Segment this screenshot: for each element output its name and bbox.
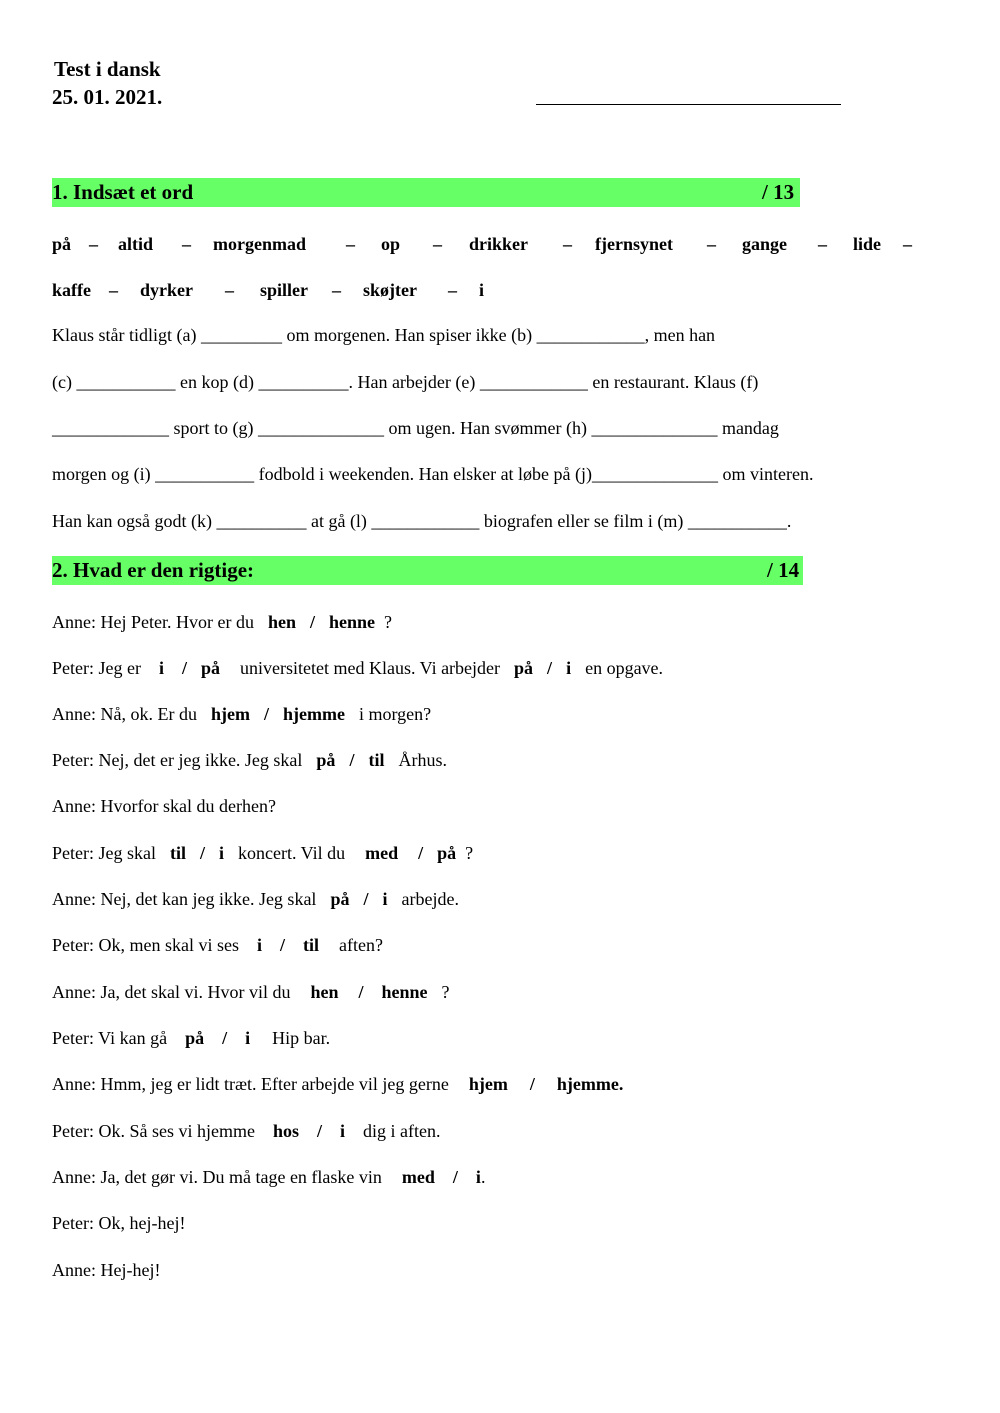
choice-option[interactable]: på [201, 658, 221, 678]
choice-option[interactable]: hjemme. [556, 1074, 624, 1094]
dialogue-line: Anne: Hvorfor skal du derhen? [52, 796, 276, 816]
choice-option[interactable]: i [566, 658, 572, 678]
word-bank-separator: – [346, 234, 355, 254]
word-bank-separator: – [332, 280, 341, 300]
dialogue-line: Peter: Vi kan gå på / i Hip bar. [52, 1028, 331, 1048]
test-date: 25. 01. 2021. [52, 85, 163, 109]
choice-option[interactable]: til [368, 750, 385, 770]
choice-option[interactable]: hen [310, 982, 339, 1002]
fill-in-line-4: morgen og (i) ___________ fodbold i weekenden. Han elsker at løbe på (j)______________ om vinteren. [52, 464, 814, 484]
dialogue-line: Anne: Hej Peter. Hvor er du hen / henne ? [52, 612, 392, 632]
word-bank-item: spiller [260, 280, 308, 300]
dialogue-line: Peter: Ok. Så ses vi hjemme hos / i dig i aften. [52, 1121, 441, 1141]
choice-option[interactable]: i [245, 1028, 251, 1048]
choice-option[interactable]: på [316, 750, 336, 770]
choice-option[interactable]: i [340, 1121, 346, 1141]
word-bank-item: på [52, 234, 72, 254]
dialogue-line: Anne: Hmm, jeg er lidt træt. Efter arbejde vil jeg gerne hjem / hjemme. [52, 1074, 624, 1094]
choice-option[interactable]: hjem [210, 704, 250, 724]
choice-option[interactable]: hjemme [282, 704, 345, 724]
choice-option[interactable]: hos [272, 1121, 299, 1141]
choice-option[interactable]: med [365, 843, 399, 863]
choice-option[interactable]: henne [328, 612, 375, 632]
choice-option[interactable]: i [256, 935, 262, 955]
dialogue-line: Peter: Jeg skal til / i koncert. Vil du med / på ? [52, 843, 474, 863]
section1-heading-band [52, 178, 800, 207]
choice-option[interactable]: til [169, 843, 186, 863]
word-bank-item: gange [742, 234, 787, 254]
word-bank-separator: – [707, 234, 716, 254]
section2-heading: 2. Hvad er den rigtige: [52, 558, 255, 582]
section1-heading: 1. Indsæt et ord [52, 180, 194, 204]
section1-score: / 13 [762, 180, 795, 204]
word-bank-item: kaffe [52, 280, 91, 300]
word-bank-item: fjernsynet [595, 234, 673, 254]
word-bank-row-2 [0, 280, 1000, 304]
dialogue-line: Anne: Nå, ok. Er du hjem / hjemme i morgen? [52, 704, 432, 724]
word-bank-separator: – [903, 234, 912, 254]
word-bank-separator: – [818, 234, 827, 254]
dialogue-line: Peter: Ok, hej-hej! [52, 1213, 186, 1233]
choice-option[interactable]: på [437, 843, 457, 863]
word-bank-item: dyrker [140, 280, 193, 300]
choice-option[interactable]: på [330, 889, 350, 909]
choice-option[interactable]: i [475, 1167, 481, 1187]
word-bank-separator: – [563, 234, 572, 254]
dialogue-line: Anne: Ja, det gør vi. Du må tage en flaske vin med / i. [52, 1167, 486, 1187]
choice-option[interactable]: hen [267, 612, 296, 632]
choice-option[interactable]: med [401, 1167, 435, 1187]
dialogue-line: Peter: Ok, men skal vi ses i / til aften? [52, 935, 383, 955]
choice-option[interactable]: i [219, 843, 225, 863]
name-line[interactable] [536, 104, 841, 105]
dialogue-line: Peter: Nej, det er jeg ikke. Jeg skal på / til Århus. [52, 750, 447, 770]
dialogue-line: Anne: Hej-hej! [52, 1260, 161, 1280]
choice-option[interactable]: i [158, 658, 164, 678]
choice-option[interactable]: på [514, 658, 534, 678]
word-bank-separator: – [433, 234, 442, 254]
word-bank-separator: – [89, 234, 98, 254]
test-title: Test i dansk [54, 57, 161, 81]
choice-option[interactable]: på [185, 1028, 205, 1048]
word-bank-item: drikker [469, 234, 529, 254]
choice-option[interactable]: hjem [468, 1074, 508, 1094]
section2-score: / 14 [767, 558, 800, 582]
fill-in-line-3: _____________ sport to (g) ______________ om ugen. Han svømmer (h) ______________ mandag [52, 418, 779, 438]
dialogue-line: Peter: Jeg er i / på universitetet med Klaus. Vi arbejder på / i en opgave. [52, 658, 664, 678]
word-bank-separator: – [448, 280, 457, 300]
word-bank-item: i [479, 280, 485, 300]
fill-in-line-5: Han kan også godt (k) __________ at gå (l) ____________ biografen eller se film i (m) ___________. [52, 511, 792, 531]
word-bank-row-1 [0, 234, 1000, 258]
choice-option[interactable]: til [303, 935, 320, 955]
word-bank-item: op [381, 234, 401, 254]
choice-option[interactable]: i [382, 889, 388, 909]
word-bank-item: altid [118, 234, 154, 254]
word-bank-separator: – [225, 280, 234, 300]
word-bank-item: skøjter [363, 280, 417, 300]
word-bank-item: lide [853, 234, 882, 254]
dialogue-line: Anne: Nej, det kan jeg ikke. Jeg skal på / i arbejde. [52, 889, 459, 909]
word-bank-separator: – [109, 280, 118, 300]
word-bank-separator: – [182, 234, 191, 254]
fill-in-line-1: Klaus står tidligt (a) _________ om morgenen. Han spiser ikke (b) ____________, men han [52, 325, 716, 345]
choice-option[interactable]: henne [381, 982, 428, 1002]
section2-heading-band [52, 556, 803, 585]
dialogue-line: Anne: Ja, det skal vi. Hvor vil du hen / henne ? [52, 982, 450, 1002]
word-bank-item: morgenmad [213, 234, 306, 254]
fill-in-line-2: (c) ___________ en kop (d) __________. Han arbejder (e) ____________ en restaurant. Klaus (f) [52, 372, 759, 392]
